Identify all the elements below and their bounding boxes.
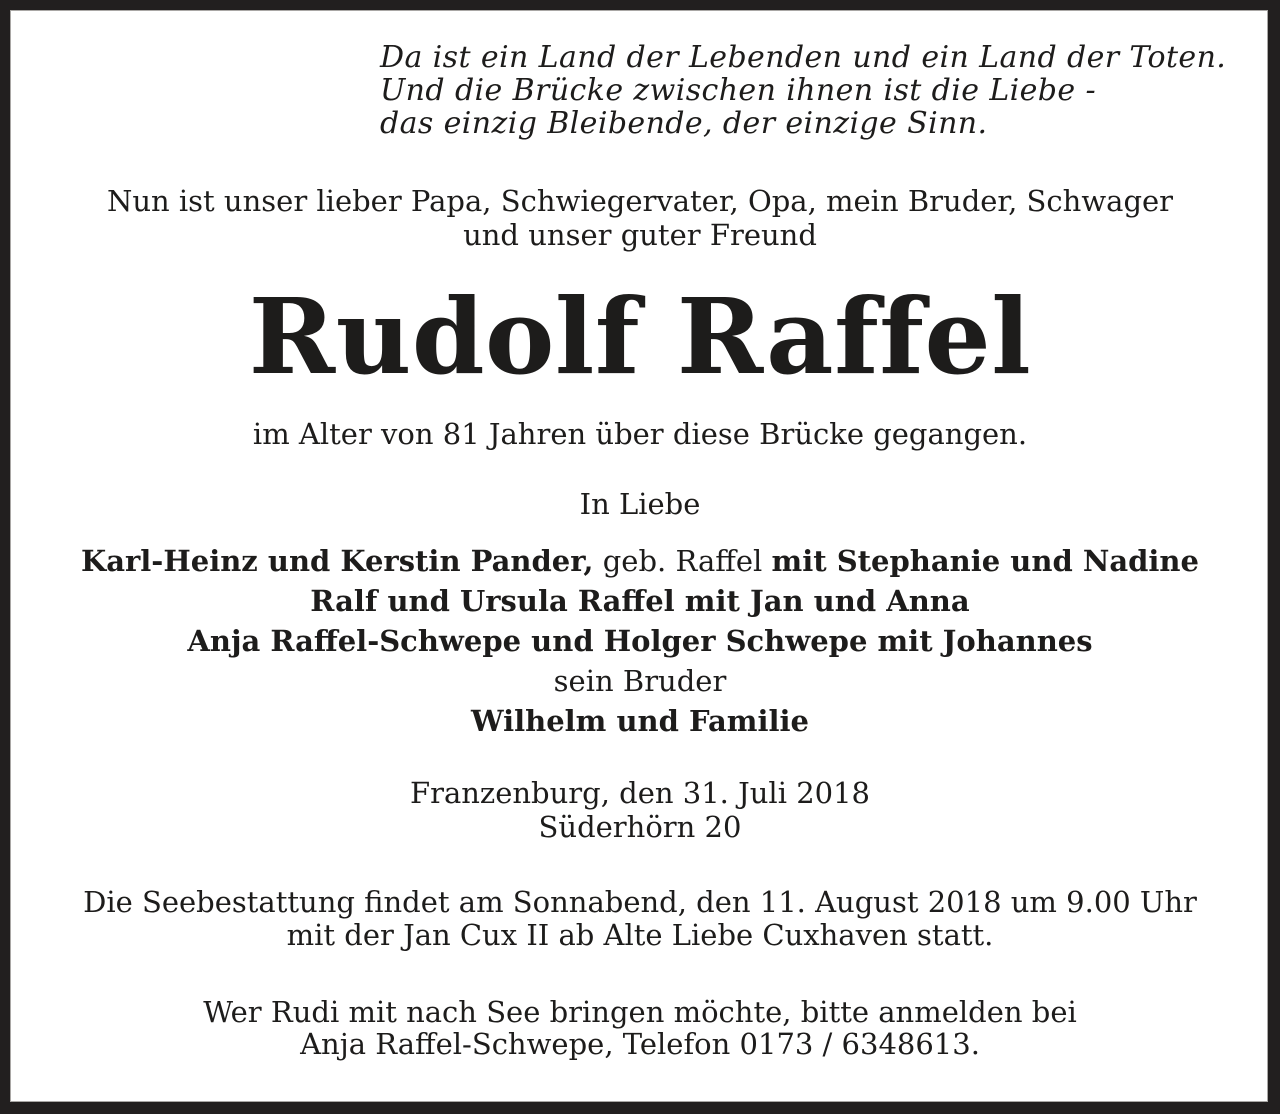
intro-line-2: und unser guter Freund <box>463 218 817 252</box>
intro-text <box>0 184 1280 252</box>
funeral-info <box>0 886 1280 952</box>
quote-line-1: Da ist ein Land der Lebenden und ein Land der Toten. <box>380 40 1227 75</box>
mourners-list <box>0 541 1280 741</box>
salutation: In Liebe <box>579 487 701 521</box>
mourners-line-1-regular: geb. Raffel <box>602 544 763 578</box>
place-date-line-1: Franzenburg, den 31. Juli 2018 <box>409 776 870 810</box>
registration-line-2: Anja Raffel-Schwepe, Telefon 0173 / 6348613. <box>300 1027 980 1061</box>
intro-line-1: Nun ist unser lieber Papa, Schwiegervater, Opa, mein Bruder, Schwager <box>106 184 1174 218</box>
funeral-line-2: mit der Jan Cux II ab Alte Liebe Cuxhaven statt. <box>286 918 994 952</box>
mourners-line-5: Wilhelm und Familie <box>471 704 809 738</box>
deceased-name: Rudolf Raffel <box>248 275 1032 398</box>
mourners-line-1 <box>0 541 1280 581</box>
age-line: im Alter von 81 Jahren über diese Brücke gegangen. <box>252 417 1028 451</box>
quote-line-3: das einzig Bleibende, der einzige Sinn. <box>380 106 988 141</box>
mourners-line-4: sein Bruder <box>553 664 727 698</box>
place-date-line-2: Süderhörn 20 <box>538 810 742 844</box>
mourners-line-1-bold-1: Karl-Heinz und Kerstin Pander, <box>81 544 594 578</box>
registration-line-1: Wer Rudi mit nach See bringen möchte, bitte anmelden bei <box>203 995 1077 1029</box>
funeral-line-1: Die Seebestattung findet am Sonnabend, den 11. August 2018 um 9.00 Uhr <box>83 885 1197 919</box>
registration-info <box>0 996 1280 1060</box>
quote-line-2: Und die Brücke zwischen ihnen ist die Liebe - <box>380 73 1097 108</box>
mourners-line-2: Ralf und Ursula Raffel mit Jan und Anna <box>310 584 970 618</box>
mourners-line-3: Anja Raffel-Schwepe und Holger Schwepe mit Johannes <box>187 624 1093 658</box>
epigraph-quote <box>380 41 1226 140</box>
mourners-line-1-bold-2: mit Stephanie und Nadine <box>771 544 1199 578</box>
place-date <box>0 776 1280 844</box>
